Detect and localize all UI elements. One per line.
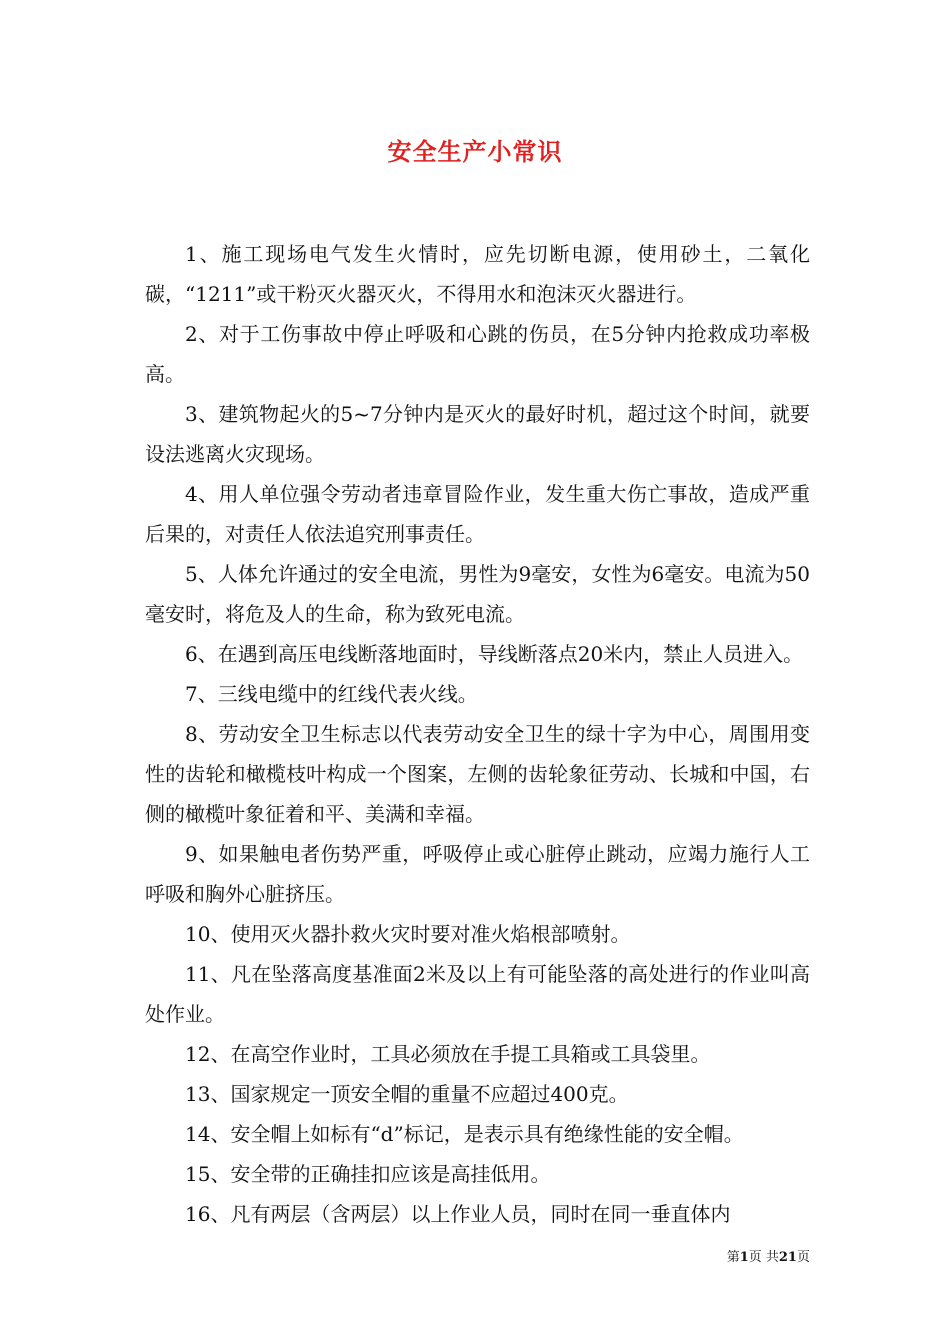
paragraph-text: 、施工现场电气发生火情时，应先切断电源，使用砂土，二氧化碳，“1211”或干粉灭火器灭火，不得用水和泡沫灭火器进行。 (145, 242, 810, 306)
paragraph-number: 13 (185, 1082, 211, 1106)
paragraph-number: 12 (185, 1042, 211, 1066)
paragraph (145, 394, 810, 474)
paragraph-number: 9 (185, 842, 198, 866)
paragraph-text: 、对于工伤事故中停止呼吸和心跳的伤员，在5分钟内抢救成功率极高。 (145, 322, 810, 386)
paragraph (145, 914, 810, 954)
paragraph-text: 、三线电缆中的红线代表火线。 (197, 682, 478, 706)
paragraph-text: 、人体允许通过的安全电流，男性为9毫安，女性为6毫安。电流为50毫安时，将危及人的生命，称为致死电流。 (145, 562, 810, 626)
footer-prefix: 第 (726, 1250, 740, 1265)
paragraph-text: 、安全帽上如标有“d”标记，是表示具有绝缘性能的安全帽。 (210, 1122, 744, 1146)
paragraph-text: 、劳动安全卫生标志以代表劳动安全卫生的绿十字为中心，周围用变性的齿轮和橄榄枝叶构成一个图案，左侧的齿轮象征劳动、长城和中国，右侧的橄榄叶象征着和平、美满和幸福。 (145, 722, 810, 826)
paragraph-text: 、建筑物起火的5~7分钟内是灭火的最好时机，超过这个时间，就要设法逃离火灾现场。 (145, 402, 810, 466)
paragraph-number: 4 (185, 482, 198, 506)
paragraph (145, 1194, 810, 1234)
page-footer (690, 1246, 810, 1265)
paragraph (145, 674, 810, 714)
paragraph (145, 554, 810, 634)
total-pages-number: 21 (778, 1250, 797, 1265)
paragraph-number: 10 (185, 922, 211, 946)
page-title: 安全生产小常识 (387, 137, 563, 166)
paragraph-text: 、使用灭火器扑救火灾时要对准火焰根部喷射。 (210, 922, 631, 946)
paragraph-number: 11 (185, 962, 211, 986)
paragraph-number: 7 (185, 682, 198, 706)
paragraph (145, 714, 810, 834)
footer-suffix: 页 (796, 1250, 810, 1265)
paragraph-number: 6 (185, 642, 198, 666)
paragraph (145, 1074, 810, 1114)
paragraph (145, 474, 810, 554)
paragraph (145, 954, 810, 1034)
footer-middle: 页 共 (748, 1250, 779, 1265)
paragraph (145, 834, 810, 914)
paragraph (145, 634, 810, 674)
paragraph-text: 、如果触电者伤势严重，呼吸停止或心脏停止跳动，应竭力施行人工呼吸和胸外心脏挤压。 (145, 842, 810, 906)
current-page-number: 1 (739, 1250, 749, 1265)
paragraph-number: 15 (185, 1162, 211, 1186)
paragraph-number: 16 (185, 1202, 211, 1226)
document-body (145, 234, 810, 1234)
paragraph-text: 、凡有两层（含两层）以上作业人员，同时在同一垂直体内 (210, 1202, 731, 1226)
paragraph-text: 、国家规定一顶安全帽的重量不应超过400克。 (210, 1082, 629, 1106)
paragraph-number: 1 (185, 242, 198, 266)
paragraph-number: 5 (185, 562, 198, 586)
paragraph-text: 、在遇到高压电线断落地面时，导线断落点20米内，禁止人员进入。 (197, 642, 804, 666)
paragraph-number: 3 (185, 402, 198, 426)
paragraph-text: 、用人单位强令劳动者违章冒险作业，发生重大伤亡事故，造成严重后果的，对责任人依法追究刑事责任。 (145, 482, 810, 546)
paragraph (145, 1114, 810, 1154)
paragraph-text: 、安全带的正确挂扣应该是高挂低用。 (210, 1162, 551, 1186)
paragraph (145, 1154, 810, 1194)
paragraph-number: 8 (185, 722, 198, 746)
paragraph-number: 2 (185, 322, 198, 346)
paragraph-number: 14 (185, 1122, 211, 1146)
paragraph (145, 234, 810, 314)
paragraph (145, 1034, 810, 1074)
paragraph (145, 314, 810, 394)
paragraph-text: 、凡在坠落高度基准面2米及以上有可能坠落的高处进行的作业叫高处作业。 (145, 962, 810, 1026)
paragraph-text: 、在高空作业时，工具必须放在手提工具箱或工具袋里。 (210, 1042, 711, 1066)
